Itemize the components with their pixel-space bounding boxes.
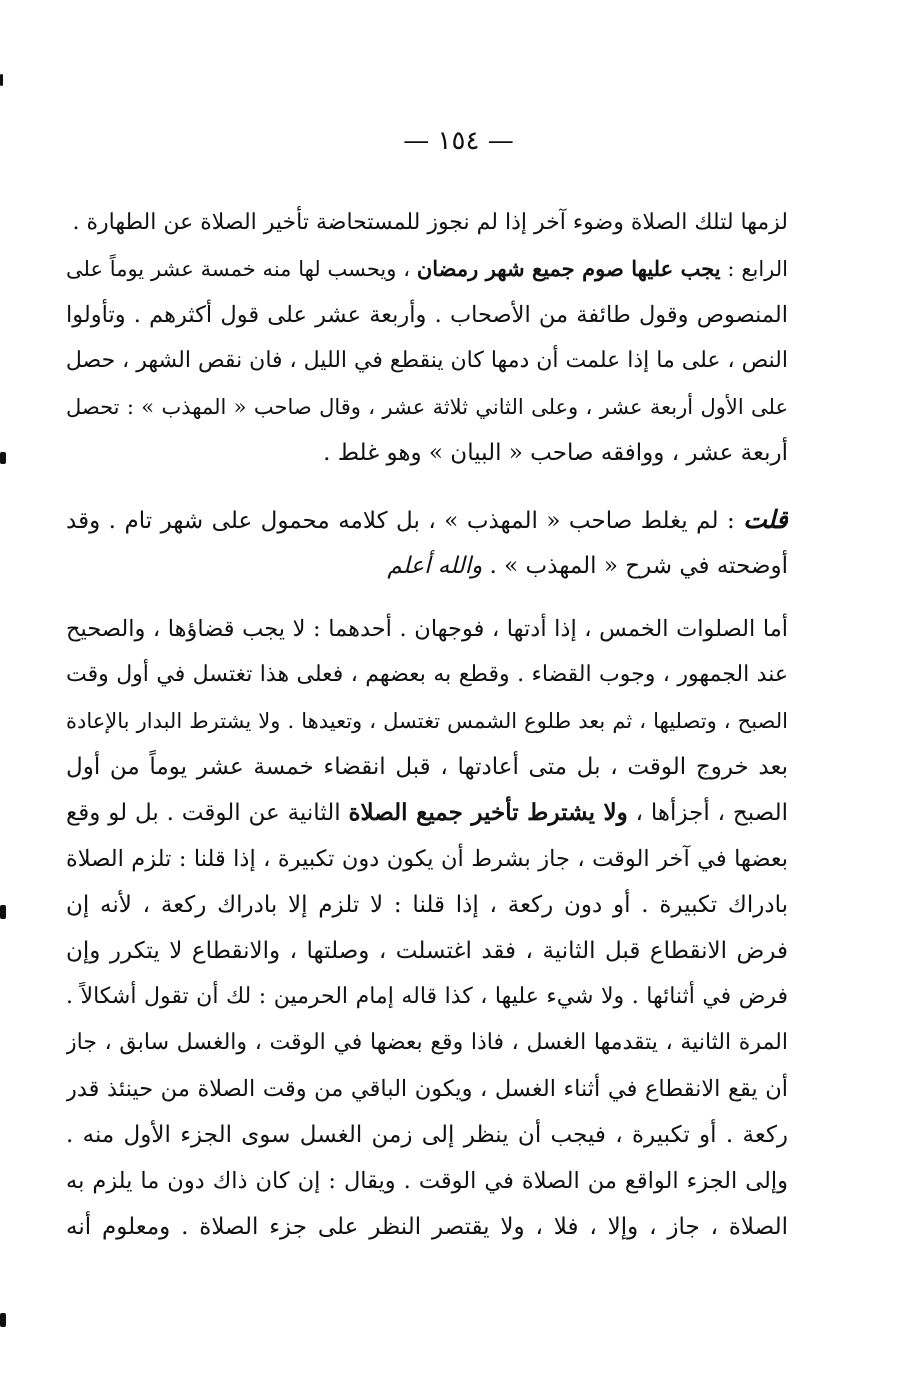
text-line: فرض الانقطاع قبل الثانية ، فقد اغتسلت ، وصلتها ، والانقطاع لا يتكرر وإن [66,938,788,964]
text-line: عند الجمهور ، وجوب القضاء . وقطع به بعضهم ، فعلى هذا تغتسل في أول وقت [66,662,788,687]
scan-edge-mark [0,452,6,464]
text-run: أوضحته في شرح « المهذب » . [489,553,788,579]
paragraph-3 [66,606,788,1250]
text-run: الرابع : [720,257,788,281]
text-line [66,497,788,543]
text-line: النص ، على ما إذا علمت أن دمها كان ينقطع في الليل ، فان نقص الشهر ، حصل [66,348,788,373]
text-line: أربعة عشر ، ووافقه صاحب « البيان » وهو غلط . [323,440,788,466]
text-line: أما الصلوات الخمس ، إذا أدتها ، فوجهان . أحدهما : لا يجب قضاؤها ، والصحيح [66,616,788,642]
text-line: ركعة . أو تكبيرة ، فيجب أن ينظر إلى زمن الغسل سوى الجزء الأول منه . [66,1122,788,1148]
text-line [66,790,788,836]
bold-phrase: يجب عليها صوم جميع شهر رمضان [416,256,721,281]
text-line: الصلاة ، جاز ، وإلا ، فلا ، ولا يقتصر النظر على جزء الصلاة . ومعلوم أنه [66,1214,788,1240]
text-line: وإلى الجزء الواقع من الصلاة في الوقت . ويقال : إن كان ذاك دون ما يلزم به [66,1168,788,1194]
scan-edge-mark [0,905,6,919]
text-line: بادراك تكبيرة . أو دون ركعة ، إذا قلنا : لا تلزم إلا بادراك ركعة ، لأنه إن [66,892,788,918]
signoff-phrase: والله أعلم [387,553,490,579]
text-line: أن يقع الانقطاع في أثناء الغسل ، ويكون الباقي من وقت الصلاة من حينئذ قدر [66,1076,788,1102]
page-number: — ١٥٤ — [403,126,514,156]
text-line: بعد خروج الوقت ، بل متى أعادتها ، قبل انقضاء خمسة عشر يوماً من أول [66,754,788,780]
text-line: على الأول أربعة عشر ، وعلى الثاني ثلاثة عشر ، وقال صاحب « المهذب » : تحصل [66,395,788,419]
text-line: بعضها في آخر الوقت ، جاز بشرط أن يكون دون تكبيرة ، إذا قلنا : تلزم الصلاة [66,846,788,872]
text-line: فرض في أثنائها . ولا شيء عليها ، كذا قاله إمام الحرمين : لك أن تقول أشكالاً . [66,984,788,1009]
text-line [66,246,788,292]
text-run: الصبح ، أجزأها ، [627,800,788,826]
scan-edge-mark [0,1313,6,1327]
text-run: : لم يغلط صاحب « المهذب » ، بل كلامه محمول على شهر تام . وقد [66,508,744,534]
text-line [66,543,788,589]
text-line: لزمها لتلك الصلاة وضوء آخر إذا لم نجوز للمستحاضة تأخير الصلاة عن الطهارة . [72,210,788,235]
text-run: الثانية عن الوقت . بل لو وقع [66,800,349,826]
paragraph-2 [66,497,788,589]
text-line: المرة الثانية ، يتقدمها الغسل ، فاذا وقع بعضها في الوقت ، والغسل سابق ، جاز [66,1030,788,1055]
bold-phrase: ولا يشترط تأخير جميع الصلاة [348,799,628,826]
paragraph-1 [66,200,788,476]
qult-heading: قلت [743,505,788,534]
text-line: المنصوص وقول طائفة من الأصحاب . وأربعة عشر على قول أكثرهم . وتأولوا [66,302,788,328]
text-line: الصبح ، وتصليها ، ثم بعد طلوع الشمس تغتسل ، وتعيدها . ولا يشترط البدار بالإعادة [66,709,788,733]
scan-edge-mark [0,74,3,86]
text-run: ، ويحسب لها منه خمسة عشر يوماً على [66,257,417,281]
